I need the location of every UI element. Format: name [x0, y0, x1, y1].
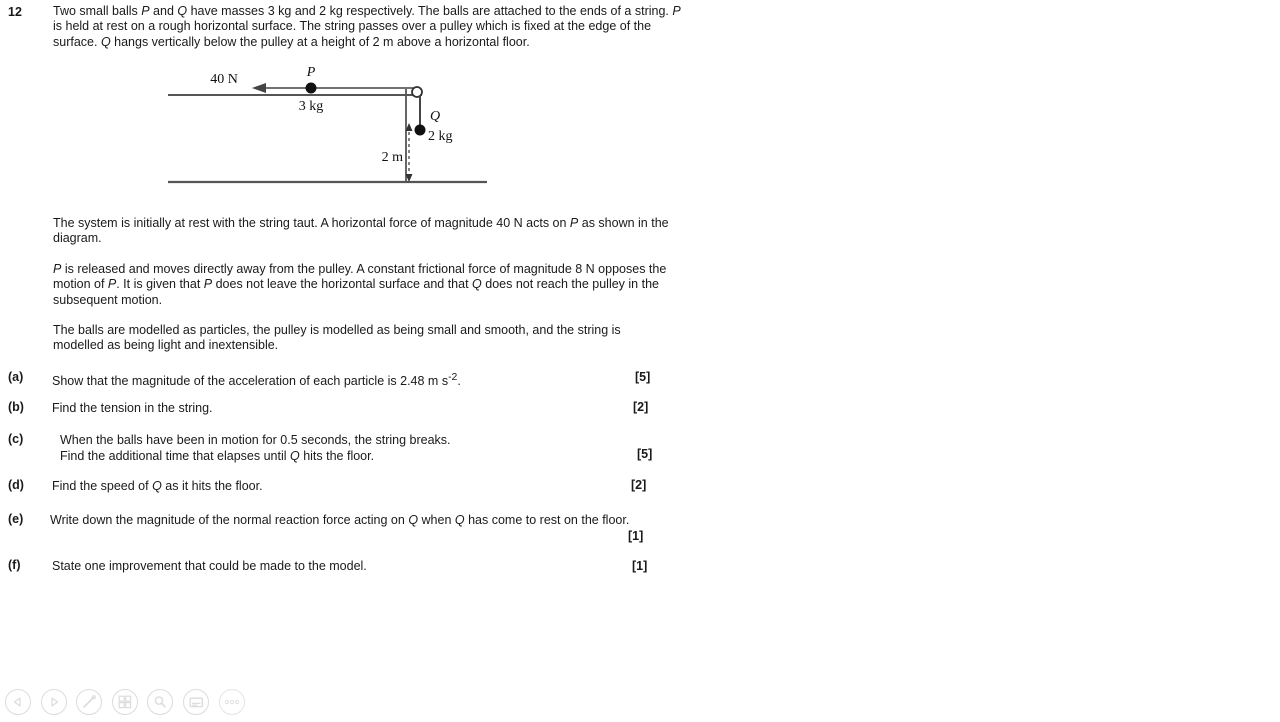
part-a-body: Show that the magnitude of the acceleration of each particle is 2.48 m s — [52, 374, 449, 389]
notes-button[interactable] — [183, 689, 209, 715]
pulley-system-diagram — [160, 58, 510, 198]
pen-icon — [81, 694, 97, 710]
marks-d: [2] — [631, 478, 647, 492]
paragraph-friction: P is released and moves directly away from the pulley. A constant frictional force of magnitude 8 N opposes the motion of P. It is given that P does not leave the horizontal surface and that Q does not reach the pulley in the subsequent motion. — [53, 262, 667, 307]
part-text-b: Find the tension in the string. — [52, 401, 213, 415]
pulley-icon — [412, 87, 422, 97]
height-label: 2 m — [381, 150, 403, 165]
bottom-toolbar — [0, 682, 260, 722]
more-options-button[interactable] — [219, 689, 245, 715]
question-number: 12 — [8, 5, 23, 19]
part-text-a — [52, 370, 461, 389]
zoom-button[interactable] — [147, 689, 173, 715]
part-a-superscript: -2 — [448, 372, 458, 383]
part-text-f: State one improvement that could be made to the model. — [52, 559, 367, 573]
paragraph-modelling: The balls are modelled as particles, the pulley is modelled as being small and smooth, and the string is modelled as being light and inextensible. — [53, 323, 621, 353]
annotate-button[interactable] — [76, 689, 102, 715]
part-label-d: (d) — [8, 478, 24, 492]
ellipsis-icon — [224, 699, 240, 705]
part-label-c: (c) — [8, 432, 24, 446]
p-mass-label: 3 kg — [298, 99, 324, 114]
q-label: Q — [430, 109, 441, 124]
layout-button[interactable] — [112, 689, 138, 715]
previous-page-button[interactable] — [5, 689, 31, 715]
grid-layout-icon — [118, 695, 132, 709]
question-intro-text: Two small balls P and Q have masses 3 kg and 2 kg respectively. The balls are attached to the ends of a string. P is held at rest on a rough horizontal surface. The string passes over a pulley which is fixed at the edge of the surface. Q hangs vertically below the pulley at a height of 2 m above a horizontal floor. — [53, 4, 681, 49]
magnifier-icon — [153, 695, 167, 709]
part-label-e: (e) — [8, 512, 24, 526]
part-text-d: Find the speed of Q as it hits the floor. — [52, 479, 263, 493]
part-label-a: (a) — [8, 370, 24, 384]
part-text-e: Write down the magnitude of the normal reaction force acting on Q when Q has come to rest on the floor. — [50, 513, 630, 527]
marks-c: [5] — [637, 447, 653, 461]
marks-f: [1] — [632, 559, 648, 573]
ball-p — [306, 83, 317, 94]
triangle-right-icon — [48, 696, 60, 708]
part-text-c — [60, 432, 451, 464]
part-c-line-1: When the balls have been in motion for 0.5 seconds, the string breaks. — [60, 433, 451, 447]
part-label-b: (b) — [8, 400, 24, 414]
part-a-period: . — [457, 374, 461, 389]
force-label: 40 N — [210, 72, 238, 87]
part-c-line-2: Find the additional time that elapses until Q hits the floor. — [60, 449, 375, 463]
triangle-left-icon — [12, 696, 24, 708]
card-icon — [189, 696, 204, 709]
marks-a: [5] — [635, 370, 651, 384]
marks-e: [1] — [628, 529, 644, 543]
marks-b: [2] — [633, 400, 649, 414]
ball-q — [415, 125, 426, 136]
force-arrowhead — [252, 83, 266, 93]
next-page-button[interactable] — [41, 689, 67, 715]
part-label-f: (f) — [8, 558, 21, 572]
q-mass-label: 2 kg — [428, 129, 453, 144]
paragraph-setup: The system is initially at rest with the string taut. A horizontal force of magnitude 40 N acts on P as shown in the diagram. — [53, 216, 669, 246]
p-label: P — [306, 65, 316, 80]
